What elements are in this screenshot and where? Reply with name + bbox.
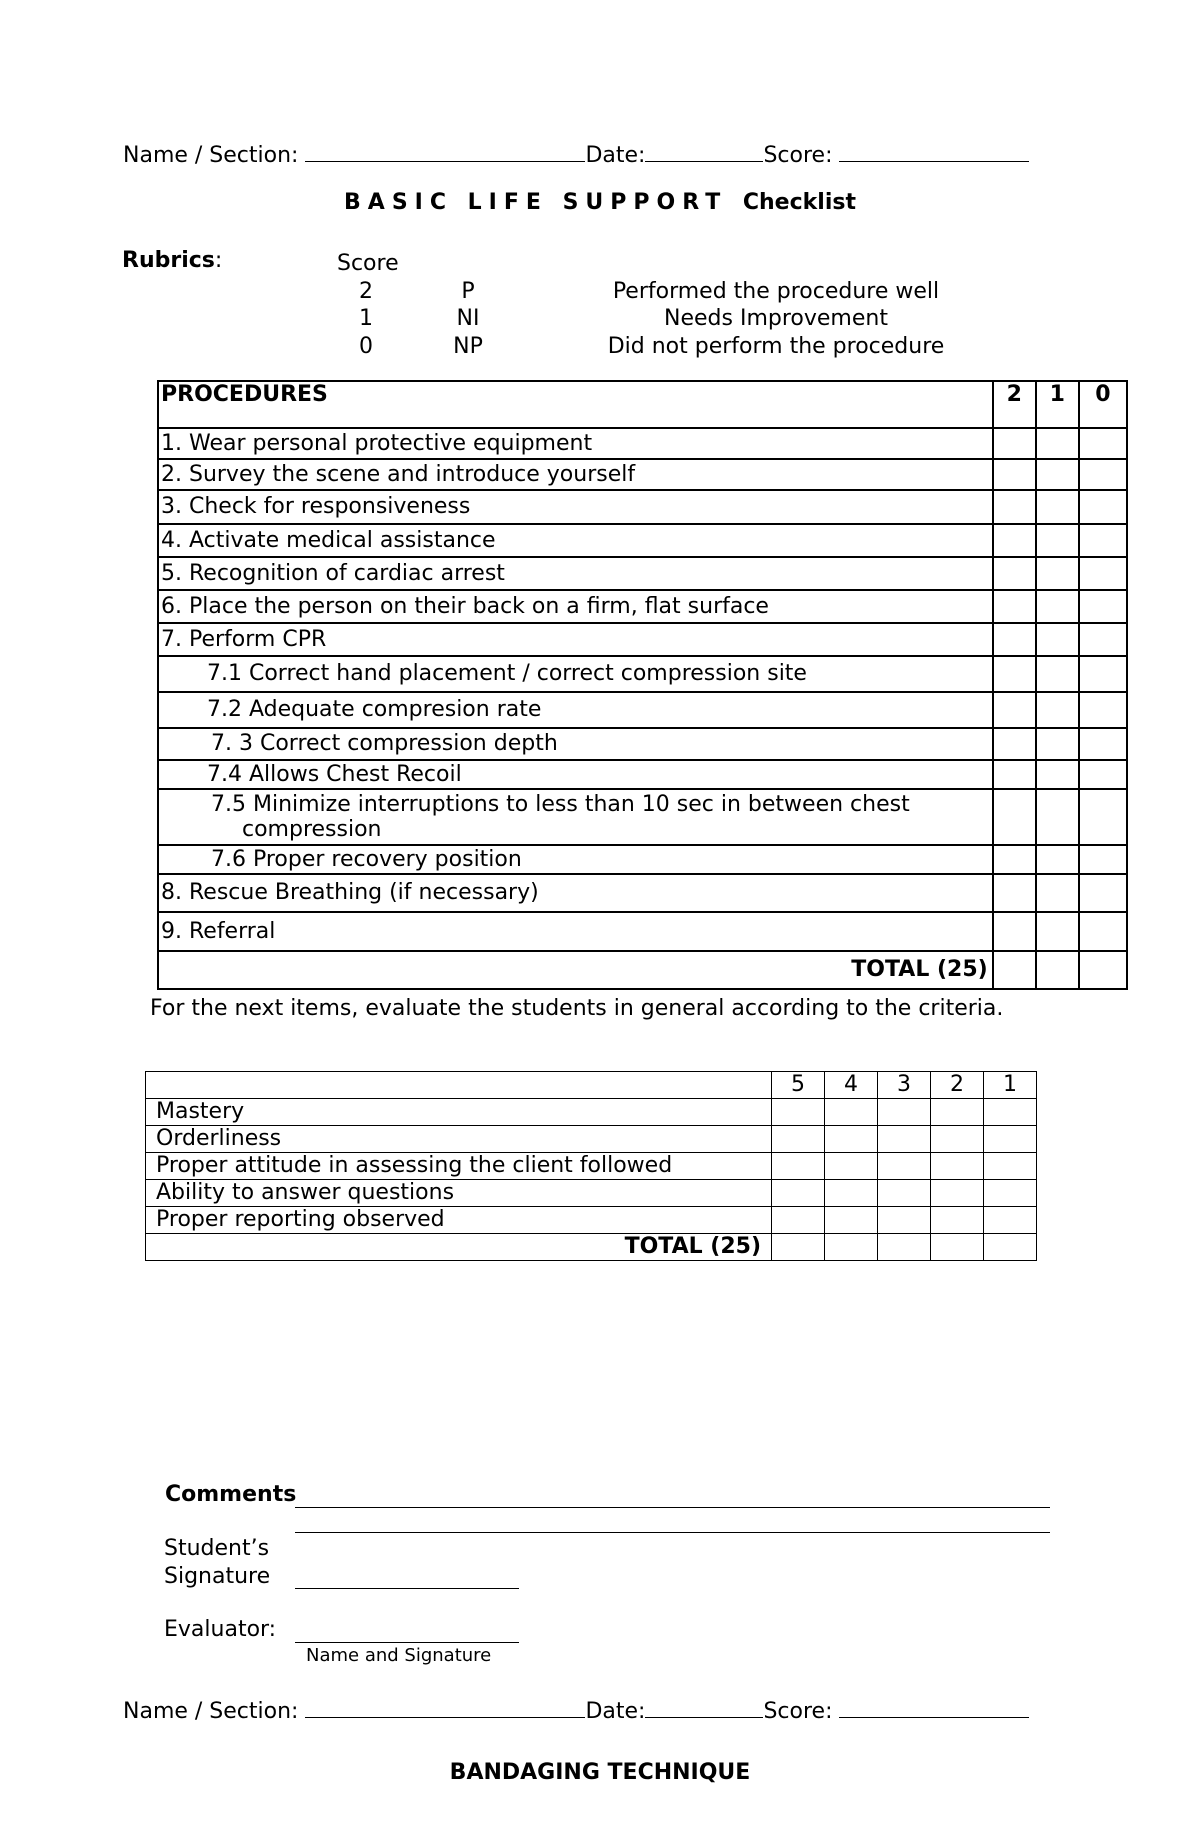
score-label: Score:	[763, 143, 833, 168]
student-signature-label-1: Student’s	[164, 1536, 270, 1561]
col-header: 1	[1036, 381, 1079, 428]
criteria-cell: Proper attitude in assessing the client followed	[146, 1153, 772, 1180]
score-blank[interactable]	[839, 143, 1029, 162]
score-cell-1[interactable]	[1036, 490, 1079, 524]
rubrics-label-text: Rubrics	[122, 248, 215, 273]
rating-cell[interactable]	[984, 1099, 1037, 1126]
table-row	[158, 874, 1127, 912]
score-cell-0[interactable]	[1079, 789, 1127, 845]
rubric-score: 1	[359, 306, 373, 331]
col-header: 5	[772, 1072, 825, 1099]
total-cell[interactable]	[772, 1234, 825, 1261]
table-row	[146, 1207, 1037, 1234]
criteria-cell: Ability to answer questions	[146, 1180, 772, 1207]
score-cell-1[interactable]	[1036, 524, 1079, 557]
procedure-cell: 7.6 Proper recovery position	[158, 845, 993, 874]
rubric-code: NP	[453, 334, 483, 359]
total-cell-0[interactable]	[1079, 951, 1127, 989]
evaluator-line[interactable]	[295, 1642, 519, 1643]
title-spaced: BASIC LIFE SUPPORT	[344, 190, 728, 215]
score-cell-1[interactable]	[1036, 845, 1079, 874]
rating-cell[interactable]	[772, 1126, 825, 1153]
score-cell-1[interactable]	[1036, 656, 1079, 692]
total-cell[interactable]	[931, 1234, 984, 1261]
score-cell-0[interactable]	[1079, 459, 1127, 490]
rubric-desc: Did not perform the procedure	[607, 334, 945, 359]
score-cell-0[interactable]	[1079, 557, 1127, 590]
rubric-desc: Performed the procedure well	[612, 279, 940, 304]
comments-line-1[interactable]	[295, 1507, 1050, 1508]
score-cell-1[interactable]	[1036, 692, 1079, 728]
criteria-table	[145, 1071, 1037, 1261]
procedure-cell: 7. Perform CPR	[158, 623, 993, 656]
rubric-desc: Needs Improvement	[664, 306, 888, 331]
score-cell-2[interactable]	[993, 912, 1036, 951]
score-cell-0[interactable]	[1079, 845, 1127, 874]
score-cell-1[interactable]	[1036, 623, 1079, 656]
score-cell-0[interactable]	[1079, 912, 1127, 951]
rating-cell[interactable]	[825, 1153, 878, 1180]
score-cell-2[interactable]	[993, 428, 1036, 459]
score-cell-2[interactable]	[993, 623, 1036, 656]
total-row	[158, 951, 1127, 989]
procedures-table	[157, 380, 1128, 990]
score-cell-2[interactable]	[993, 789, 1036, 845]
criteria-cell: Proper reporting observed	[146, 1207, 772, 1234]
procedure-cell: 9. Referral	[158, 912, 993, 951]
procedure-cell: 8. Rescue Breathing (if necessary)	[158, 874, 993, 912]
rubric-code: P	[461, 279, 475, 304]
score-cell-0[interactable]	[1079, 874, 1127, 912]
criteria-header-row	[146, 1072, 1037, 1099]
rating-cell[interactable]	[931, 1180, 984, 1207]
rating-cell[interactable]	[772, 1180, 825, 1207]
table-row	[146, 1126, 1037, 1153]
score-cell-2[interactable]	[993, 459, 1036, 490]
table-header-row	[158, 381, 1127, 428]
score-cell-1[interactable]	[1036, 728, 1079, 760]
table-row	[158, 912, 1127, 951]
col-header: 2	[931, 1072, 984, 1099]
name-signature-caption: Name and Signature	[306, 1645, 492, 1666]
score-cell-0[interactable]	[1079, 760, 1127, 789]
rating-cell[interactable]	[772, 1099, 825, 1126]
header-line-2	[123, 1699, 1029, 1724]
date-label: Date:	[585, 143, 646, 168]
title-suffix: Checklist	[742, 190, 856, 215]
header-line	[123, 143, 1029, 168]
table-row	[158, 692, 1127, 728]
rating-cell[interactable]	[931, 1099, 984, 1126]
score-cell-1[interactable]	[1036, 557, 1079, 590]
procedure-cell	[158, 789, 993, 845]
procedure-cell: 1. Wear personal protective equipment	[158, 428, 993, 459]
score-cell-2[interactable]	[993, 692, 1036, 728]
rating-cell[interactable]	[931, 1153, 984, 1180]
rating-cell[interactable]	[825, 1126, 878, 1153]
evaluator-label: Evaluator:	[164, 1617, 277, 1642]
score-cell-2[interactable]	[993, 490, 1036, 524]
procedure-cell: 7. 3 Correct compression depth	[158, 728, 993, 760]
rubrics-score-header: Score	[337, 251, 399, 276]
rating-cell[interactable]	[984, 1153, 1037, 1180]
procedure-cell: 6. Place the person on their back on a firm, flat surface	[158, 590, 993, 623]
score-cell-2[interactable]	[993, 874, 1036, 912]
rating-cell[interactable]	[825, 1207, 878, 1234]
col-header: 1	[984, 1072, 1037, 1099]
score-cell-2[interactable]	[993, 728, 1036, 760]
score-cell-2[interactable]	[993, 656, 1036, 692]
rating-cell[interactable]	[984, 1207, 1037, 1234]
procedure-cell: 3. Check for responsiveness	[158, 490, 993, 524]
next-section-title: BANDAGING TECHNIQUE	[449, 1760, 751, 1785]
rating-cell[interactable]	[772, 1207, 825, 1234]
table-row	[158, 845, 1127, 874]
rating-cell[interactable]	[984, 1180, 1037, 1207]
total-cell-1[interactable]	[1036, 951, 1079, 989]
score-cell-2[interactable]	[993, 524, 1036, 557]
score-cell-1[interactable]	[1036, 590, 1079, 623]
table-row	[158, 428, 1127, 459]
table-row	[158, 623, 1127, 656]
date-label: Date:	[585, 1699, 646, 1724]
rubrics-label	[122, 248, 222, 273]
rating-cell[interactable]	[984, 1126, 1037, 1153]
col-header: 2	[993, 381, 1036, 428]
rating-cell[interactable]	[931, 1207, 984, 1234]
criteria-header-blank	[146, 1072, 772, 1099]
table-row	[158, 789, 1127, 845]
rubric-score: 2	[359, 279, 373, 304]
rubric-score: 0	[359, 334, 373, 359]
score-cell-1[interactable]	[1036, 789, 1079, 845]
table-row	[146, 1180, 1037, 1207]
criteria-cell: Orderliness	[146, 1126, 772, 1153]
score-cell-2[interactable]	[993, 557, 1036, 590]
rating-cell[interactable]	[878, 1207, 931, 1234]
rating-cell[interactable]	[878, 1099, 931, 1126]
next-items-note: For the next items, evaluate the students in general according to the criteria.	[150, 996, 1004, 1021]
student-signature-line[interactable]	[295, 1588, 519, 1589]
table-row	[158, 760, 1127, 789]
col-header: 0	[1079, 381, 1127, 428]
rubric-code: NI	[456, 306, 480, 331]
rating-cell[interactable]	[878, 1126, 931, 1153]
table-row	[146, 1099, 1037, 1126]
table-row	[158, 459, 1127, 490]
score-label: Score:	[763, 1699, 833, 1724]
procedure-text-line1: 7.5 Minimize interruptions to less than 10 sec in between chest	[211, 792, 910, 817]
score-cell-0[interactable]	[1079, 428, 1127, 459]
name-section-blank[interactable]	[305, 1699, 585, 1718]
name-section-label: Name / Section:	[123, 143, 299, 168]
rating-cell[interactable]	[772, 1153, 825, 1180]
criteria-cell: Mastery	[146, 1099, 772, 1126]
procedure-cell: 5. Recognition of cardiac arrest	[158, 557, 993, 590]
name-section-blank[interactable]	[305, 143, 585, 162]
table-row	[158, 490, 1127, 524]
table-row	[158, 728, 1127, 760]
total-cell-2[interactable]	[993, 951, 1036, 989]
date-blank[interactable]	[645, 143, 763, 162]
name-section-label: Name / Section:	[123, 1699, 299, 1724]
procedure-cell: 7.1 Correct hand placement / correct compression site	[158, 656, 993, 692]
rating-cell[interactable]	[878, 1153, 931, 1180]
score-cell-1[interactable]	[1036, 912, 1079, 951]
rating-cell[interactable]	[825, 1180, 878, 1207]
score-cell-0[interactable]	[1079, 623, 1127, 656]
table-row	[158, 590, 1127, 623]
total-cell[interactable]	[984, 1234, 1037, 1261]
comments-line-2[interactable]	[295, 1532, 1050, 1533]
col-header: 3	[878, 1072, 931, 1099]
score-cell-0[interactable]	[1079, 656, 1127, 692]
table-row	[158, 524, 1127, 557]
score-cell-1[interactable]	[1036, 459, 1079, 490]
procedure-cell: 2. Survey the scene and introduce yourself	[158, 459, 993, 490]
rubrics-colon: :	[214, 248, 223, 273]
score-cell-0[interactable]	[1079, 490, 1127, 524]
procedure-cell: 4. Activate medical assistance	[158, 524, 993, 557]
student-signature-label-2: Signature	[164, 1564, 271, 1589]
rating-cell[interactable]	[825, 1099, 878, 1126]
score-cell-0[interactable]	[1079, 728, 1127, 760]
score-cell-0[interactable]	[1079, 524, 1127, 557]
table-row	[146, 1153, 1037, 1180]
score-cell-2[interactable]	[993, 760, 1036, 789]
comments-label: Comments	[165, 1482, 297, 1507]
page-title	[0, 190, 1200, 215]
total-cell[interactable]	[878, 1234, 931, 1261]
score-cell-0[interactable]	[1079, 692, 1127, 728]
procedures-header: PROCEDURES	[158, 381, 993, 428]
score-cell-2[interactable]	[993, 845, 1036, 874]
rating-cell[interactable]	[878, 1180, 931, 1207]
date-blank[interactable]	[645, 1699, 763, 1718]
col-header: 4	[825, 1072, 878, 1099]
score-cell-1[interactable]	[1036, 428, 1079, 459]
procedure-cell: 7.2 Adequate compresion rate	[158, 692, 993, 728]
score-cell-1[interactable]	[1036, 760, 1079, 789]
score-cell-1[interactable]	[1036, 874, 1079, 912]
table-row	[158, 557, 1127, 590]
table-row	[158, 656, 1127, 692]
total-cell[interactable]	[825, 1234, 878, 1261]
procedure-cell: 7.4 Allows Chest Recoil	[158, 760, 993, 789]
score-cell-0[interactable]	[1079, 590, 1127, 623]
score-cell-2[interactable]	[993, 590, 1036, 623]
procedure-text-line2: compression	[242, 817, 382, 842]
rating-cell[interactable]	[931, 1126, 984, 1153]
total-row	[146, 1234, 1037, 1261]
total-label: TOTAL (25)	[146, 1234, 772, 1261]
total-label: TOTAL (25)	[158, 951, 993, 989]
score-blank[interactable]	[839, 1699, 1029, 1718]
